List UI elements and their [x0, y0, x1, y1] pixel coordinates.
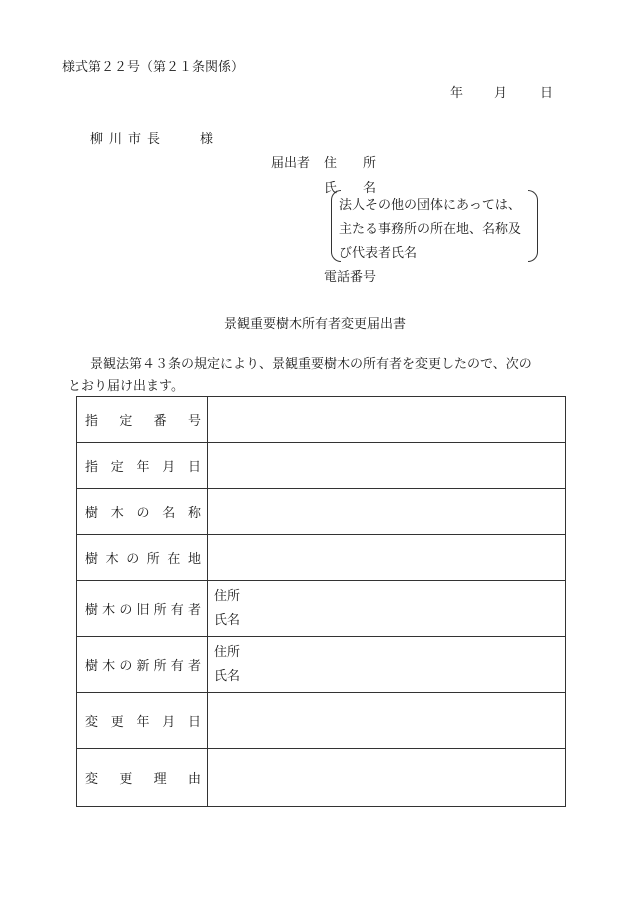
row-label: 変 更 年 月 日 — [85, 715, 201, 730]
row-value-cell[interactable] — [208, 489, 566, 535]
table-row — [77, 637, 566, 693]
sub-field-label: 氏名 — [214, 668, 241, 684]
row-label-cell — [77, 535, 208, 581]
row-value-cell[interactable] — [208, 693, 566, 749]
row-label: 変 更 理 由 — [85, 772, 201, 787]
sub-field-label: 住所 — [214, 644, 241, 660]
row-value-cell[interactable] — [208, 637, 566, 693]
row-label-cell — [77, 489, 208, 535]
addressee-suffix: 様 — [200, 132, 220, 147]
row-label-cell — [77, 749, 208, 807]
table-row — [77, 581, 566, 637]
row-label: 指 定 年 月 日 — [85, 460, 201, 475]
applicant-label: 届出者 — [271, 156, 311, 171]
row-value-cell[interactable] — [208, 535, 566, 581]
row-label: 樹 木 の 所 在 地 — [85, 552, 201, 567]
document-title: 景観重要樹木所有者変更届出書 — [223, 317, 406, 332]
date-line — [450, 82, 553, 101]
phone-label: 電話番号 — [324, 270, 377, 285]
address-label: 住 所 — [324, 156, 377, 171]
note-line: 法人その他の団体にあっては、 — [339, 198, 521, 213]
row-value-cell[interactable] — [208, 397, 566, 443]
row-label-cell — [77, 443, 208, 489]
row-value-cell[interactable] — [208, 749, 566, 807]
body-text — [68, 354, 566, 398]
table-row — [77, 535, 566, 581]
form-number: 様式第２２号（第２１条関係） — [62, 60, 245, 75]
corporation-note — [331, 190, 538, 262]
row-label-cell — [77, 693, 208, 749]
table-row — [77, 397, 566, 443]
table-row — [77, 693, 566, 749]
form-table — [76, 396, 566, 807]
row-label: 樹 木 の 新 所 有 者 — [85, 659, 201, 674]
row-label-cell — [77, 397, 208, 443]
row-label-cell — [77, 637, 208, 693]
right-bracket — [528, 190, 538, 262]
note-line: び代表者氏名 — [339, 246, 418, 261]
table-row — [77, 749, 566, 807]
row-value-cell[interactable] — [208, 443, 566, 489]
row-value-cell[interactable] — [208, 581, 566, 637]
date-year-label: 年 — [450, 86, 464, 101]
addressee — [90, 128, 219, 147]
sub-field-label: 住所 — [214, 588, 241, 604]
body-line-2: とおり届け出ます。 — [68, 379, 184, 394]
date-month-label: 月 — [494, 86, 508, 101]
note-line: 主たる事務所の所在地、名称及 — [339, 222, 522, 237]
name-label: 氏 名 — [324, 181, 377, 196]
row-label-cell — [77, 581, 208, 637]
table-row — [77, 443, 566, 489]
addressee-name: 柳川市長 — [90, 132, 167, 147]
date-day-label: 日 — [540, 86, 554, 101]
row-label: 樹 木 の 旧 所 有 者 — [85, 603, 201, 618]
body-line-1: 景観法第４３条の規定により、景観重要樹木の所有者を変更したので、次の — [90, 357, 532, 372]
table-row — [77, 489, 566, 535]
row-label: 樹 木 の 名 称 — [85, 506, 201, 521]
row-label: 指 定 番 号 — [85, 414, 201, 429]
sub-field-label: 氏名 — [214, 612, 241, 628]
